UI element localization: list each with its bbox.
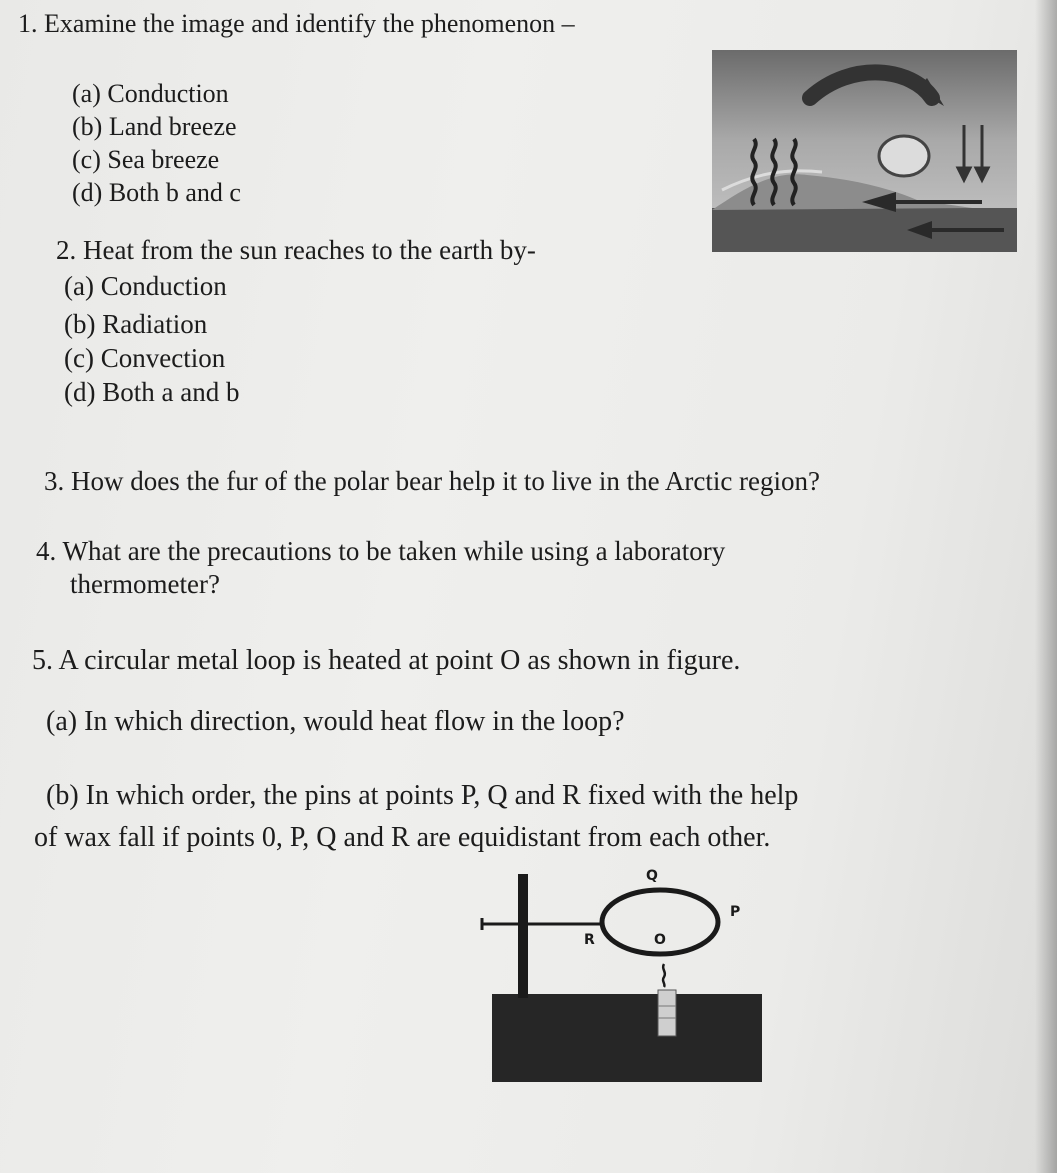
question-4-text-cont: thermometer? [70,569,220,599]
q5-part-b-cont: of wax fall if points 0, P, Q and R are equidistant from each other. [34,822,771,853]
q5-part-a: (a) In which direction, would heat flow in the loop? [46,706,625,737]
flame-icon [663,964,665,987]
q5-part-b: (b) In which order, the pins at points P, Q and R fixed with the help [46,780,799,811]
question-5-text: 5. A circular metal loop is heated at point O as shown in figure. [32,645,741,676]
question-1-text: 1. Examine the image and identify the phenomenon – [18,9,575,38]
q2-option-d: (d) Both a and b [64,377,240,407]
breeze-diagram [712,50,1017,252]
q1-option-a: (a) Conduction [72,79,229,108]
label-p: P [730,904,741,920]
label-q: Q [646,868,658,884]
stand-base [492,994,762,1082]
burner-icon [658,990,676,1036]
q2-option-a: (a) Conduction [64,271,227,301]
label-o: O [654,932,666,948]
page-edge-shadow [1035,0,1057,1173]
q2-option-c: (c) Convection [64,343,226,373]
question-4-text: 4. What are the precautions to be taken while using a laboratory [36,536,726,566]
metal-loop-diagram [478,866,768,1086]
q1-option-d: (d) Both b and c [72,178,241,207]
stand-rod [518,874,528,998]
question-2-text: 2. Heat from the sun reaches to the earth by- [56,235,536,265]
label-r: R [584,932,595,948]
q1-option-c: (c) Sea breeze [72,145,220,174]
q1-option-b: (b) Land breeze [72,112,237,141]
sun-icon [879,136,929,176]
q2-option-b: (b) Radiation [64,309,208,339]
question-3-text: 3. How does the fur of the polar bear help it to live in the Arctic region? [44,466,821,496]
